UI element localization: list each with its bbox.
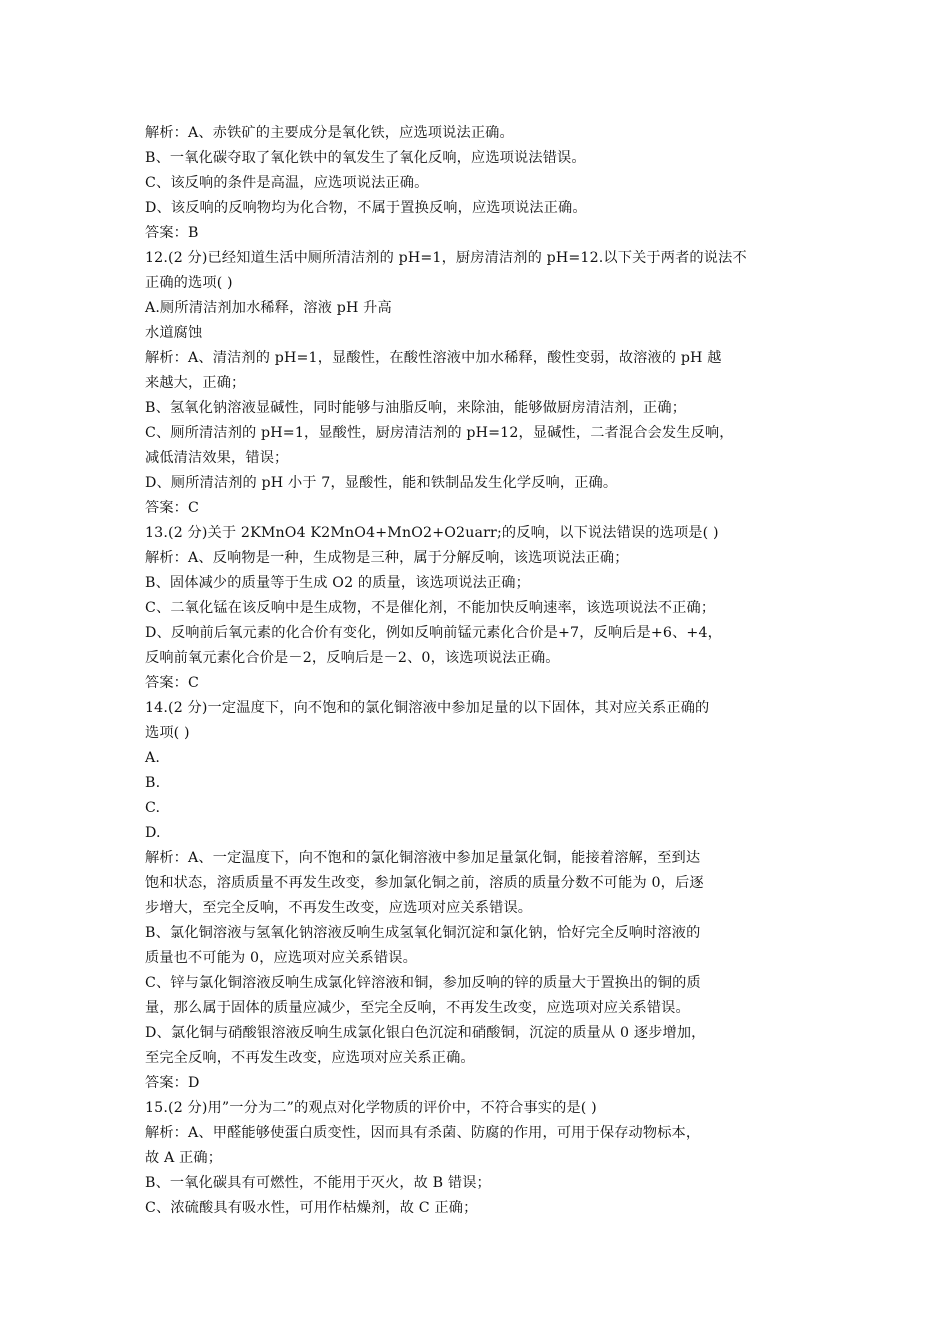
text-line: D、氯化铜与硝酸银溶液反响生成氯化银白色沉淀和硝酸铜，沉淀的质量从 0 逐步增加， xyxy=(145,1025,706,1041)
question-line: 正确的选项( ) xyxy=(145,275,233,291)
text-line: 解析：A、反响物是一种，生成物是三种，属于分解反响，该选项说法正确； xyxy=(145,550,629,566)
question-line: 12.(2 分)已经知道生活中厕所清洁剂的 pH=1，厨房清洁剂的 pH=12.以下关于两者的说法不 xyxy=(145,250,747,266)
text-line: 质量也不可能为 0，应选项对应关系错误。 xyxy=(145,950,417,966)
text-line: 反响前氧元素化合价是－2，反响后是－2、0，该选项说法正确。 xyxy=(145,650,560,666)
text-line: B、氯化铜溶液与氢氧化钠溶液反响生成氢氧化铜沉淀和氯化钠，恰好完全反响时溶液的 xyxy=(145,925,701,941)
text-line: 饱和状态，溶质质量不再发生改变，参加氯化铜之前，溶质的质量分数不可能为 0，后逐 xyxy=(145,875,704,891)
text-line: B、一氧化碳具有可燃性，不能用于灭火，故 B 错误； xyxy=(145,1175,491,1191)
text-line: 减低清洁效果，错误； xyxy=(145,450,289,466)
text-line: 解析：A、甲醛能够使蛋白质变性，因而具有杀菌、防腐的作用，可用于保存动物标本， xyxy=(145,1125,701,1141)
text-line: 解析：A、清洁剂的 pH=1，显酸性，在酸性溶液中加水稀释，酸性变弱，故溶液的 pH 越 xyxy=(145,350,722,366)
text-line: 至完全反响，不再发生改变，应选项对应关系正确。 xyxy=(145,1050,475,1066)
question-line: 15.(2 分)用”一分为二”的观点对化学物质的评价中，不符合事实的是( ) xyxy=(145,1100,597,1116)
text-line: C、锌与氯化铜溶液反响生成氯化锌溶液和铜，参加反响的锌的质量大于置换出的铜的质 xyxy=(145,975,701,991)
text-line: B、固体减少的质量等于生成 O2 的质量，该选项说法正确； xyxy=(145,575,530,591)
option-line: B. xyxy=(145,775,161,791)
text-line: 来越大，正确； xyxy=(145,375,246,391)
option-line: C. xyxy=(145,800,161,816)
question-line: 13.(2 分)关于 2KMnO4 K2MnO4+MnO2+O2uarr;的反响，以下说法错误的选项是( ) xyxy=(145,525,719,541)
option-line: D. xyxy=(145,825,161,841)
question-line: 14.(2 分)一定温度下，向不饱和的氯化铜溶液中参加足量的以下固体，其对应关系正确的 xyxy=(145,700,710,716)
text-line: D、厕所清洁剂的 pH 小于 7，显酸性，能和铁制品发生化学反响，正确。 xyxy=(145,475,618,491)
question-line: 选项( ) xyxy=(145,725,190,741)
text-line: C、厕所清洁剂的 pH=1，显酸性，厨房清洁剂的 pH=12，显碱性，二者混合会发生反响， xyxy=(145,425,734,441)
option-line: 水道腐蚀 xyxy=(145,325,203,341)
text-line: 量，那么属于固体的质量应减少，至完全反响，不再发生改变，应选项对应关系错误。 xyxy=(145,1000,690,1016)
text-line: 解析：A、一定温度下，向不饱和的氯化铜溶液中参加足量氯化铜，能接着溶解，至到达 xyxy=(145,850,701,866)
answer-line: 答案：C xyxy=(145,675,200,691)
document-body xyxy=(145,121,810,1221)
text-line: 故 A 正确； xyxy=(145,1150,223,1166)
text-line: B、氢氧化钠溶液显碱性，同时能够与油脂反响，来除油，能够做厨房清洁剂，正确； xyxy=(145,400,687,416)
text-line: C、浓硫酸具有吸水性，可用作枯燥剂，故 C 正确； xyxy=(145,1200,478,1216)
text-line: C、二氧化锰在该反响中是生成物，不是催化剂，不能加快反响速率，该选项说法不正确； xyxy=(145,600,716,616)
answer-line: 答案：C xyxy=(145,500,200,516)
answer-line: 答案：D xyxy=(145,1075,200,1091)
text-line: B、一氧化碳夺取了氧化铁中的氧发生了氧化反响，应选项说法错误。 xyxy=(145,150,586,166)
text-line: D、该反响的反响物均为化合物，不属于置换反响，应选项说法正确。 xyxy=(145,200,587,216)
text-line: 步增大，至完全反响，不再发生改变，应选项对应关系错误。 xyxy=(145,900,533,916)
text-line: C、该反响的条件是高温，应选项说法正确。 xyxy=(145,175,429,191)
text-line: 解析：A、赤铁矿的主要成分是氧化铁，应选项说法正确。 xyxy=(145,125,514,141)
answer-line: 答案：B xyxy=(145,225,199,241)
option-line: A.厕所清洁剂加水稀释，溶液 pH 升高 xyxy=(145,300,392,316)
text-line: D、反响前后氧元素的化合价有变化，例如反响前锰元素化合价是+7，反响后是+6、+4， xyxy=(145,625,722,641)
option-line: A. xyxy=(145,750,161,766)
